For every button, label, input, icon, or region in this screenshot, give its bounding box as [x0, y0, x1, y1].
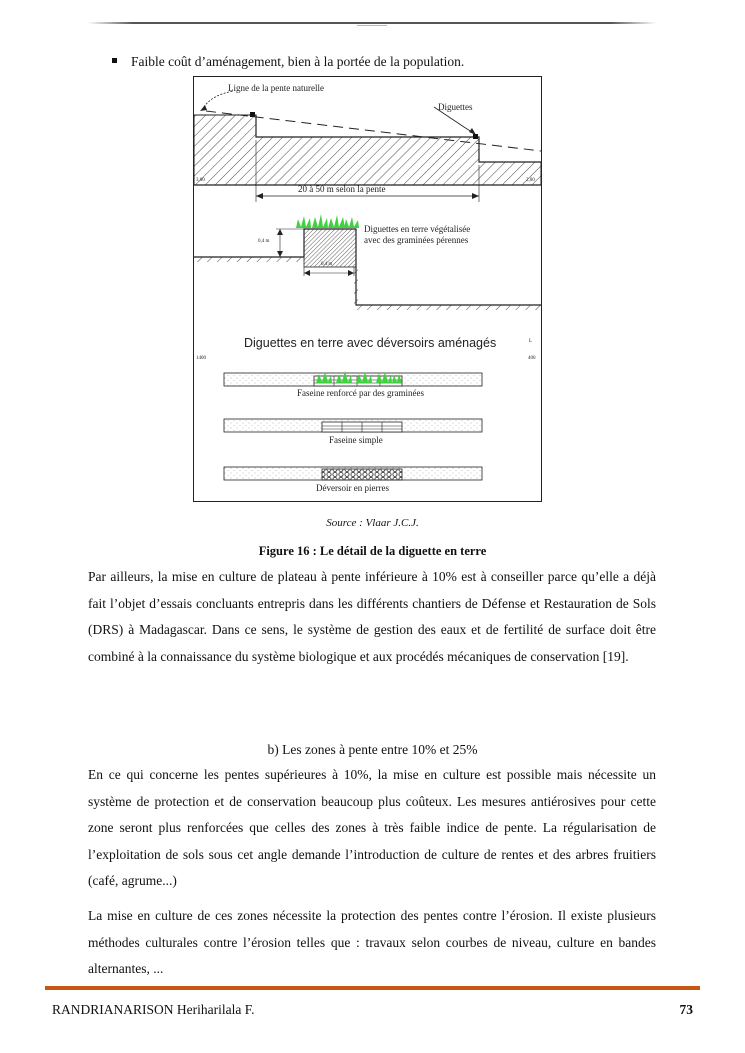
tiny-right-mid: 400	[528, 356, 536, 361]
bullet-text: Faible coût d’aménagement, bien à la portée de la population.	[131, 54, 465, 69]
header-rule-mark	[357, 25, 387, 26]
page-number: 73	[679, 1002, 693, 1017]
tiny-left-mid: 1400	[196, 356, 206, 361]
square-bullet-icon	[112, 58, 117, 63]
figure-source: Source : Vlaar J.C.J.	[326, 517, 419, 529]
spillways-title: Diguettes en terre avec déversoirs aménagés	[244, 336, 497, 350]
label-diguettes: Diguettes	[438, 102, 473, 112]
section-subheading: b) Les zones à pente entre 10% et 25%	[267, 742, 478, 757]
label-vegetated-line-1: Diguettes en terre végétalisée	[364, 224, 471, 234]
tiny-right-top: 2,00	[526, 178, 535, 183]
fascine-simple-strip	[224, 419, 482, 432]
figure-diagram	[193, 76, 542, 502]
footer-author: RANDRIANARISON Heriharilala F.	[52, 1002, 255, 1017]
header-rule	[88, 22, 656, 24]
grass-tufts	[296, 214, 359, 228]
label-vegetated-line-2: avec des graminées pérennes	[364, 235, 469, 245]
label-width: 0,4 m	[321, 262, 333, 267]
label-fascine-reinforced: Faseine renforcé par des graminées	[297, 388, 424, 398]
paragraph-3: La mise en culture de ces zones nécessite la protection des pentes contre l’érosion. Il existe plusieurs méthodes culturales contre l’érosion telles que : travaux selon courbes de niveau, culture en bandes alternantes, ...	[88, 908, 656, 976]
footer-rule	[45, 986, 700, 990]
label-natural-slope: Ligne de la pente naturelle	[228, 83, 324, 93]
label-spacing: 20 à 50 m selon la pente	[298, 184, 386, 194]
bullet-item	[112, 54, 464, 70]
label-stone-spillway: Déversoir en pierres	[316, 483, 389, 493]
paragraph-1: Par ailleurs, la mise en culture de plateau à pente inférieure à 10% est à conseiller parce qu’elle a déjà fait l’objet d’essais concluants entrepris dans les différents chantiers de Défense et Restauration de Sols (DRS) à Madagascar. Dans ce sens, le système de gestion des eaux et de fertilité de surface doit être combiné à la connaissance du système biologique et aux procédés mécaniques de conservation [19].	[88, 569, 656, 664]
label-height: 0,4 m	[258, 239, 270, 244]
paragraph-2: En ce qui concerne les pentes supérieures à 10%, la mise en culture est possible mais nécessite un système de protection et de conservation beaucoup plus coûteux. Les mesures antiérosives pour cette zone seront plus renforcées que celles des zones à très faible indice de pente. La régularisation de l’exploitation de sols sous cet angle demande l’introduction de culture de rentes et des arbres fruitiers (café, agrume...)	[88, 767, 656, 888]
figure-caption: Figure 16 : Le détail de la diguette en terre	[258, 544, 487, 558]
label-fascine-simple: Faseine simple	[329, 435, 383, 445]
stone-spillway-strip	[224, 467, 482, 480]
tiny-right-l: L	[529, 339, 533, 344]
terrace-section	[194, 91, 541, 185]
fascine-reinforced-strip	[224, 371, 482, 386]
tiny-left-top: 3,00	[196, 178, 205, 183]
